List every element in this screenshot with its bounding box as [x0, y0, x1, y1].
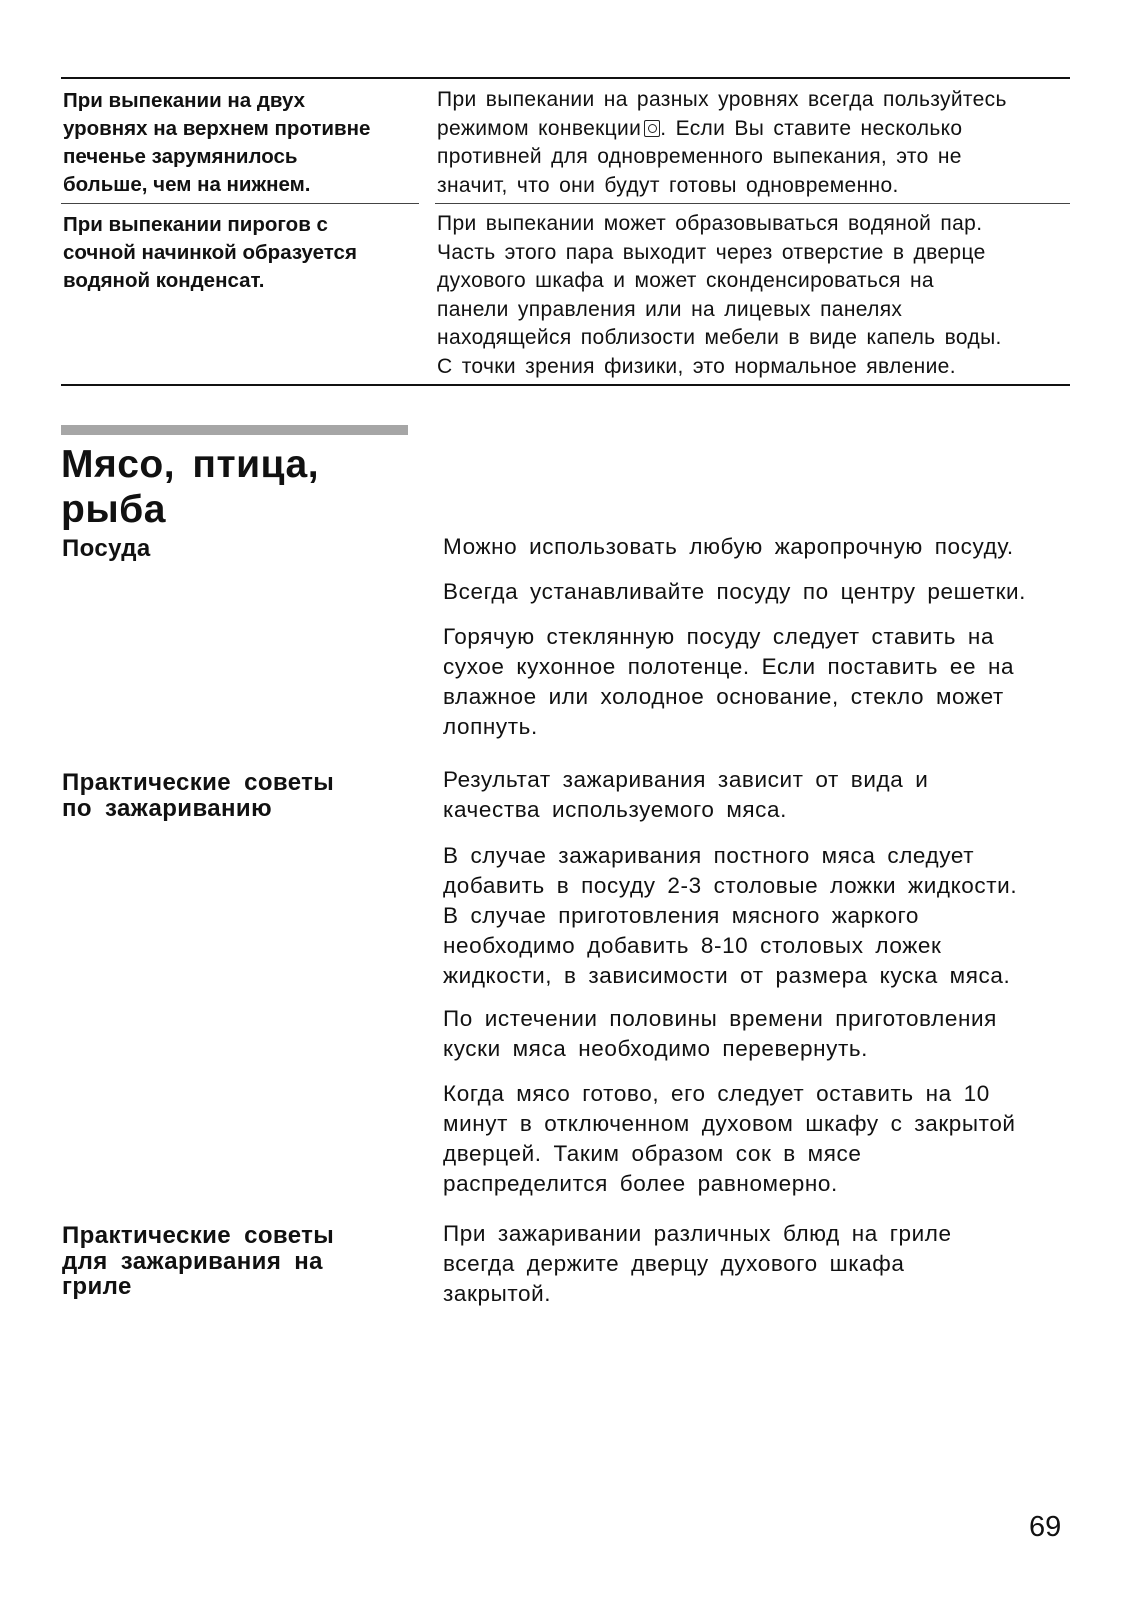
paragraph-line: распределится более равномерно.	[443, 1171, 838, 1196]
remedy-line: противней для одновременного выпекания, это не	[437, 145, 962, 168]
remedy-text: . Если Вы ставите несколько	[660, 116, 963, 140]
problem-line: сочной начинкой образуется	[63, 241, 357, 264]
problem-line: печенье зарумянилось	[63, 145, 298, 168]
paragraph-line: Горячую стеклянную посуду следует ставить на	[443, 624, 995, 649]
subsection-heading-grilling-tips	[62, 1223, 422, 1300]
paragraph-line: Когда мясо готово, его следует оставить на 10	[443, 1081, 990, 1106]
page-number: 69	[1029, 1511, 1062, 1543]
remedy-line: значит, что они будут готовы одновременно.	[437, 173, 899, 197]
paragraph-line: минут в отключенном духовом шкафу с закрытой	[443, 1111, 1016, 1136]
convection-mode-icon	[644, 120, 660, 137]
paragraph	[443, 1004, 1083, 1064]
problem-line: водяной конденсат.	[63, 269, 265, 292]
paragraph-line: При зажаривании различных блюд на гриле	[443, 1221, 952, 1246]
paragraph-line: качества используемого мяса.	[443, 797, 787, 822]
paragraph-line: Можно использовать любую жаропрочную посуду.	[443, 534, 1014, 559]
subsection-heading-roasting-tips	[62, 770, 422, 821]
paragraph-line: По истечении половины времени приготовления	[443, 1006, 997, 1031]
paragraph-line: жидкости, в зависимости от размера куска мяса.	[443, 963, 1011, 988]
heading-line: для зажаривания на	[62, 1247, 323, 1275]
section-title	[61, 442, 461, 532]
section-title-line: рыба	[61, 488, 166, 531]
heading-line: Посуда	[62, 535, 151, 562]
paragraph-line: куски мяса необходимо перевернуть.	[443, 1036, 869, 1061]
remedy-line: находящейся поблизости мебели в виде капель воды.	[437, 326, 1002, 349]
remedy-line: При выпекании на разных уровнях всегда пользуйтесь	[437, 88, 1007, 111]
remedy-line: При выпекании может образовываться водяной пар.	[437, 212, 983, 235]
paragraph-line: необходимо добавить 8-10 столовых ложек	[443, 933, 942, 958]
subsection-heading-cookware	[62, 536, 422, 562]
paragraph-line: лопнуть.	[443, 714, 538, 739]
problem-line: больше, чем на нижнем.	[63, 173, 311, 196]
paragraph	[443, 532, 1083, 562]
table-problem-2	[63, 211, 423, 295]
table-problem-1	[63, 87, 423, 199]
paragraph-line: сухое кухонное полотенце. Если поставить ее на	[443, 654, 1015, 679]
heading-line: гриле	[62, 1273, 132, 1300]
remedy-line	[437, 115, 1077, 144]
table-top-rule	[61, 77, 1070, 79]
remedy-line: панели управления или на лицевых панелях	[437, 297, 903, 321]
remedy-line: С точки зрения физики, это нормальное явление.	[437, 354, 956, 378]
table-row-divider-right	[435, 203, 1070, 204]
table-remedy-2	[437, 210, 1077, 381]
paragraph-line: закрытой.	[443, 1281, 552, 1306]
table-remedy-1	[437, 86, 1077, 200]
paragraph-line: В случае зажаривания постного мяса следует	[443, 843, 975, 868]
problem-line: уровнях на верхнем противне	[63, 117, 371, 140]
section-title-line: Мясо, птица,	[61, 443, 320, 486]
section-bar	[61, 425, 408, 435]
remedy-line: духового шкафа и может сконденсироваться на	[437, 269, 934, 292]
table-bottom-rule	[61, 384, 1070, 386]
remedy-line: Часть этого пара выходит через отверстие в дверце	[437, 240, 986, 264]
paragraph-line: Результат зажаривания зависит от вида и	[443, 767, 929, 792]
paragraph-line: добавить в посуду 2-3 столовые ложки жидкости.	[443, 873, 1018, 898]
paragraph	[443, 1219, 1083, 1309]
remedy-text: режимом конвекции	[437, 116, 642, 140]
paragraph-line: Всегда устанавливайте посуду по центру решетки.	[443, 579, 1027, 604]
problem-line: При выпекании на двух	[63, 89, 306, 112]
heading-line: Практические советы	[62, 1222, 335, 1249]
paragraph-line: всегда держите дверцу духового шкафа	[443, 1251, 905, 1276]
paragraph	[443, 1079, 1083, 1199]
paragraph	[443, 622, 1083, 742]
paragraph	[443, 577, 1083, 607]
heading-line: по зажариванию	[62, 794, 272, 822]
table-row-divider-left	[61, 203, 419, 204]
paragraph-line: влажное или холодное основание, стекло может	[443, 684, 1004, 709]
paragraph-line: дверцей. Таким образом сок в мясе	[443, 1141, 862, 1166]
paragraph-line: В случае приготовления мясного жаркого	[443, 903, 919, 928]
paragraph	[443, 765, 1083, 825]
paragraph	[443, 841, 1083, 991]
heading-line: Практические советы	[62, 769, 335, 796]
problem-line: При выпекании пирогов с	[63, 213, 328, 236]
